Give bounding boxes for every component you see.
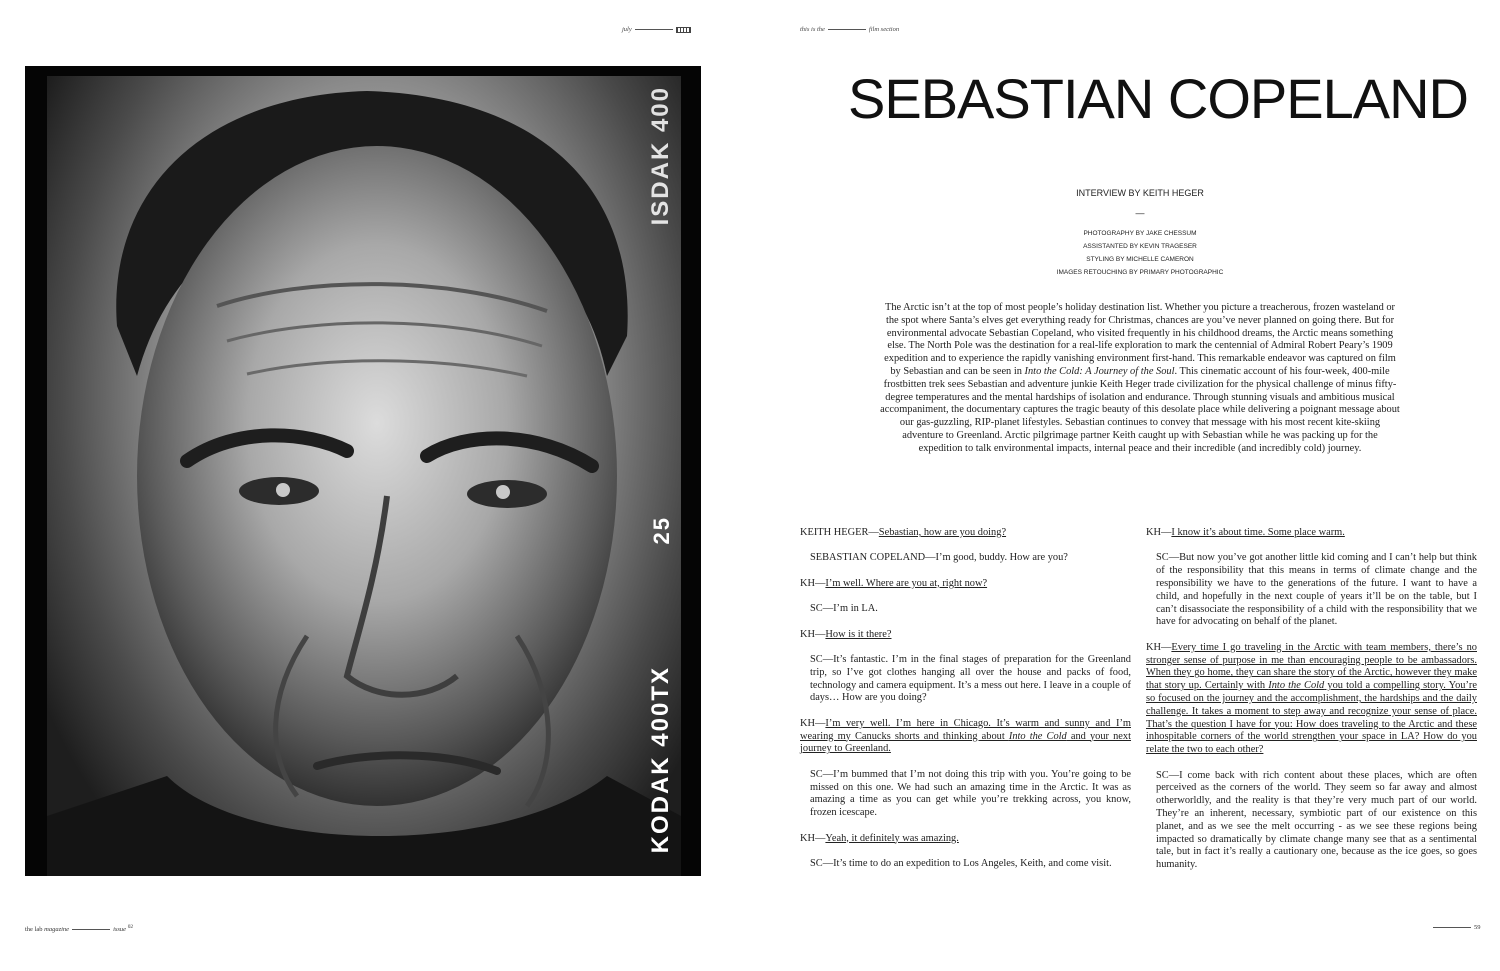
header-month: july [622, 26, 632, 33]
header-barcode-icon [676, 27, 691, 33]
interview-answer: SC—I’m in LA. [810, 603, 878, 615]
film-brand-marking: KODAK 400TX [647, 666, 674, 854]
header-lead: this is the [800, 26, 825, 33]
intro-text: The Arctic isn’t at the top of most people’s holiday destination list. Whether you picture a treacherous, frozen wasteland or the spot where Santa’s elves get everything ready for Christmas, chances are you’ve never planned on going there. But for environmental advocate Sebastian Copeland, who visited frequently in his childhood dreams, the Arctic means something else. The North Pole was the destination for a real-life exploration to mark the centennial of Admiral Robert Peary’s 1909 expedition and to experience the rapidly vanishing environment first-hand. This remarkable endeavor was captured on film by Sebastian and can be seen in [884, 302, 1396, 377]
credit-line: STYLING BY MICHELLE CAMERON [1086, 256, 1194, 263]
portrait-illustration [47, 76, 681, 876]
interview-column-right [1146, 527, 1477, 885]
film-title: Into the Cold [1008, 730, 1067, 742]
page-header-right [800, 26, 899, 33]
question-text: I know it’s about time. Some place warm. [1171, 527, 1345, 538]
interview-question [800, 578, 1131, 591]
interview-question [800, 718, 1131, 756]
question-text: I’m well. Where are you at, right now? [825, 577, 988, 589]
speaker: KH— [800, 628, 826, 640]
interview-answer: SC—I’m bummed that I’m not doing this trip with you. You’re going to be missed on this one. We had such an amazing time in the Arctic. It was as amazing a time as you can get while you’re trekking across, you know, frozen icescape. [810, 768, 1131, 819]
interview-answer: SEBASTIAN COPELAND—I’m good, buddy. How are you? [810, 552, 1068, 564]
header-rule [635, 29, 673, 30]
portrait-photo [25, 66, 701, 876]
question-text: Sebastian, how are you doing? [878, 527, 1007, 538]
interview-answer: SC—But now you’ve got another little kid coming and I can’t help but think of the responsibility that this means in terms of climate change and the responsibility we have to the generations of the future. I want to have a child, and hopefully in the next couple of years it’ll be on the table, but I can’t disassociate the responsibility of a child with the responsibility that we have for advocating on behalf of the planet. [1156, 552, 1477, 628]
speaker: KH— [800, 717, 826, 729]
page-footer-left [25, 924, 133, 933]
interview-answer: SC—I come back with rich content about these places, which are often perceived as the corners of the world. They seem so far away and almost otherworldly, and the reality is that they’re very much part of our world. They’re an inherent, necessary, symbiotic part of our existence on this planet, and as we see the melt occurring - as we see these regions being impacted so dramatically by climate change many see that as a sentimental tale, but in fact it’s really a cautionary one, because as the ice goes, so goes humanity. [1156, 769, 1477, 871]
credit-line: PHOTOGRAPHY BY JAKE CHESSUM [1083, 230, 1197, 237]
issue-label: issue [113, 926, 127, 934]
film-frame-number: 25 [649, 516, 674, 545]
film-title: Into the Cold: A Journey of the Soul [1024, 365, 1175, 377]
footer-rule [1433, 927, 1471, 928]
interview-question [800, 833, 1131, 846]
question-text: How is it there? [825, 628, 892, 640]
credit-divider: — [1135, 208, 1145, 218]
issue-number: 02 [127, 924, 134, 930]
article-intro [880, 302, 1400, 456]
page-header-left [622, 26, 691, 33]
question-text: I’m very well. I’m here in Chicago. It’s warm and sunny and I’m wearing my Canucks shorts and thinking about Into the Cold and your next journey to Greenland. [800, 717, 1132, 755]
speaker: KH— [1146, 527, 1172, 538]
film-edge-marking: ISDAK 400 [647, 86, 674, 226]
interview-column-left [800, 527, 1131, 883]
interview-question [1146, 527, 1477, 540]
interview-answer: SC—It’s time to do an expedition to Los Angeles, Keith, and come visit. [810, 857, 1112, 869]
credit-line: IMAGES RETOUCHING BY PRIMARY PHOTOGRAPHIC [1056, 269, 1224, 276]
credit-line: ASSISTANTED BY KEVIN TRAGESER [1083, 243, 1197, 250]
speaker: KH— [1146, 641, 1172, 653]
footer-rule [72, 929, 110, 930]
article-title: SEBASTIAN COPELAND [848, 67, 1468, 130]
portrait-image [47, 76, 681, 876]
speaker: KH— [800, 577, 826, 589]
photo-credits [880, 227, 1400, 279]
header-rule [828, 29, 866, 30]
interview-question [1146, 642, 1477, 757]
intro-text: . This cinematic account of his four-week, 400-mile frostbitten trek sees Sebastian and adventure junkie Keith Heger trade civilization for the physical challenge of minus fifty-degree temperatures and the mental hardships of isolation and endurance. Through stunning visuals and ambitious musical accompaniment, the documentary captures the tragic beauty of this desolate place while delivering a poignant message about our gas-guzzling, RIP-planet lifestyles. Sebastian continues to convey that message with his most recent kite-skiing adventure to Greenland. Arctic pilgrimage partner Keith caught up with Sebastian while he was packing up for the expedition to talk environmental impacts, internal peace and their incredible (and incredibly cold) journey. [880, 365, 1400, 454]
interview-answer: SC—It’s fantastic. I’m in the final stages of preparation for the Greenland trip, so I’ve got clothes hanging all over the house and packs of food, technology and camera equipment. It’s a mess out here. I leave in a couple of days… How are you doing? [810, 653, 1131, 704]
page-number: 59 [1474, 924, 1481, 931]
header-section: film section [868, 26, 900, 33]
magazine-label: magazine [44, 926, 70, 934]
film-title: Into the Cold [1268, 680, 1325, 692]
interviewer-credit: INTERVIEW BY KEITH HEGER [1076, 188, 1204, 198]
speaker: KEITH HEGER— [800, 527, 879, 538]
question-text: Every time I go traveling in the Arctic with team members, there’s no stronger sense of purpose in me than encouraging people to be ambassadors. When they go home, they can share the story of the Arctic, however they make that story up. Certainly with Into the Cold you told a compelling story. You’re so focused on the journey and the accomplishment, the hardships and the daily challenge. It takes a moment to step away and recognize your sense of place. That’s the question I have for you: How does traveling to the Arctic and these inhospitable corners of the world strengthen your space in LA? How do you relate the two to each other? [1146, 641, 1477, 756]
interview-question [800, 629, 1131, 642]
magazine-name: the lab [25, 926, 43, 934]
page-footer-right [1430, 924, 1481, 931]
speaker: KH— [800, 832, 826, 844]
interview-question [800, 527, 1131, 540]
question-text: Yeah, it definitely was amazing. [825, 832, 959, 844]
